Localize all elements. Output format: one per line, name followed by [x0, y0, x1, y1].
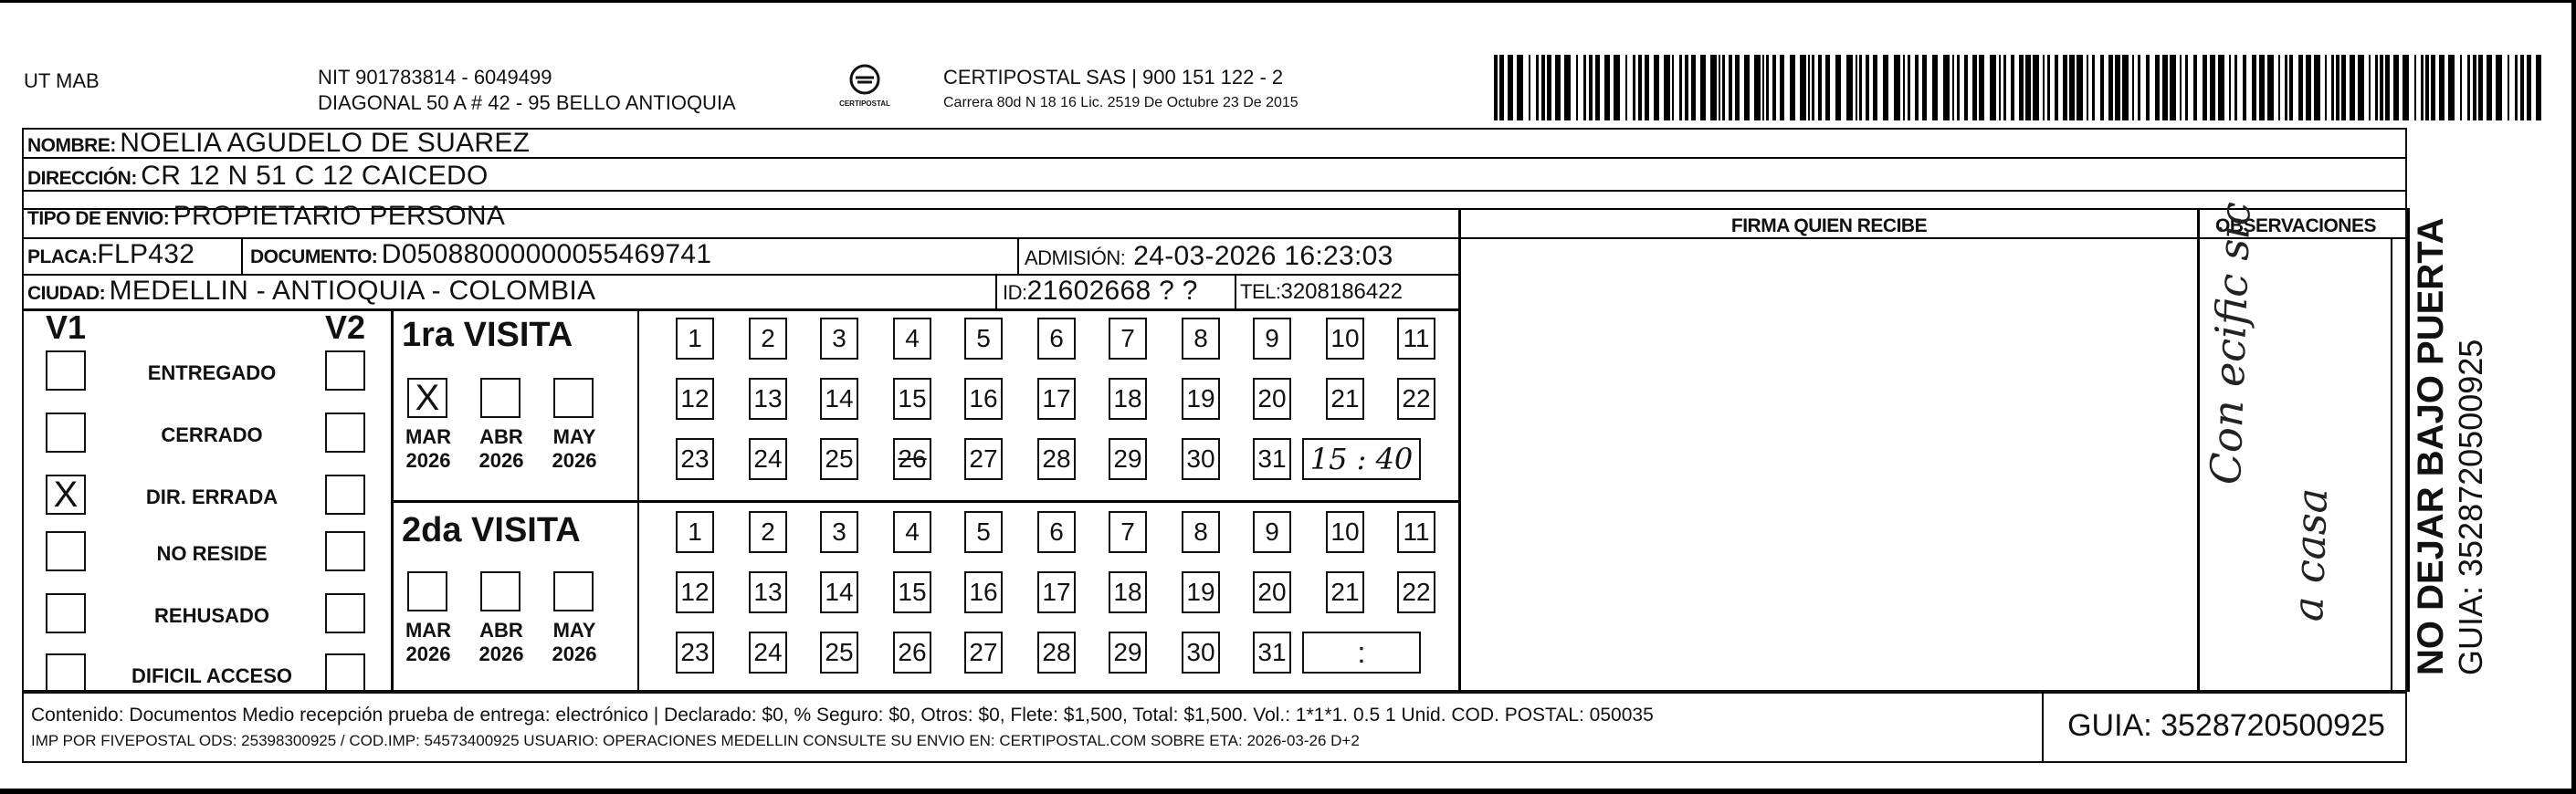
barcode-bar — [2267, 55, 2274, 120]
firma-label: FIRMA QUIEN RECIBE — [1730, 215, 1928, 236]
v1-checkbox[interactable] — [46, 531, 86, 571]
v1-checkbox[interactable] — [46, 413, 86, 453]
barcode-bar — [1790, 55, 1795, 120]
barcode-bar — [2278, 55, 2280, 120]
day-box[interactable]: 7 — [1109, 318, 1147, 360]
barcode-bar — [2431, 55, 2435, 120]
admision-row: ADMISIÓN: 24-03-2026 16:23:03 — [1025, 241, 1393, 271]
first-visit-label: 1ra VISITA — [402, 316, 573, 354]
barcode-bar — [1638, 55, 1642, 120]
direccion-row: DIRECCIÓN: CR 12 N 51 C 12 CAICEDO — [27, 161, 489, 191]
status-label: DIR. ERRADA — [145, 486, 279, 508]
barcode-bar — [2350, 55, 2355, 120]
status-label: DIFICIL ACCESO — [131, 664, 292, 687]
barcode-bar — [2385, 55, 2390, 120]
barcode-bar — [1555, 55, 1561, 120]
barcode-bar — [1818, 55, 1822, 120]
month-label: MAR 2026 — [405, 619, 452, 665]
barcode-bar — [1873, 55, 1877, 120]
barcode-bar — [1856, 55, 1857, 120]
barcode-bar — [1932, 55, 1938, 120]
status-label: ENTREGADO — [147, 361, 277, 384]
month-label: ABR 2026 — [478, 619, 524, 665]
tipo-value: PROPIETARIO PERSONA — [173, 201, 506, 231]
day-box[interactable]: 21 — [1326, 571, 1364, 613]
barcode-bar — [1859, 55, 1862, 120]
visit-divider — [391, 500, 1459, 503]
day-box[interactable]: 12 — [676, 378, 714, 420]
barcode-bar — [2306, 55, 2311, 120]
barcode-bar — [1654, 55, 1659, 120]
barcode-bar — [1679, 55, 1682, 120]
v1-checkbox[interactable] — [46, 653, 86, 694]
barcode-bar — [1762, 55, 1764, 120]
frame-right-inner — [2407, 208, 2410, 692]
barcode-bar — [1754, 55, 1761, 120]
barcode-bar — [1812, 55, 1814, 120]
barcode-bar — [1780, 55, 1784, 120]
barcode-bar — [2162, 55, 2168, 120]
barcode-bar — [1494, 55, 1498, 120]
barcode-bar — [2298, 55, 2303, 120]
day-box[interactable]: 31 — [1253, 632, 1291, 674]
v2-checkbox[interactable] — [325, 413, 365, 453]
barcode-bar — [1825, 55, 1830, 120]
v1-checkbox[interactable] — [46, 593, 86, 633]
footer-guia: GUIA: 3528720500925 — [2067, 708, 2385, 743]
nombre-row: NOMBRE: NOELIA AGUDELO DE SUAREZ — [27, 128, 531, 158]
v2-checkbox[interactable] — [325, 350, 365, 391]
month-label: ABR 2026 — [478, 425, 524, 472]
barcode-bar — [2047, 55, 2050, 120]
day-box[interactable]: 19 — [1182, 378, 1220, 420]
barcode-bar — [2055, 55, 2058, 120]
barcode-bar — [2460, 55, 2462, 120]
barcode-bar — [1722, 55, 1725, 120]
barcode-bar — [1800, 55, 1806, 120]
barcode-bar — [2069, 55, 2075, 120]
v2-checkbox[interactable] — [325, 593, 365, 633]
barcode-bar — [2467, 55, 2470, 120]
day-box[interactable]: 22 — [1397, 571, 1435, 613]
handwritten-note-2: a casa — [2283, 486, 2338, 622]
barcode-bar — [1972, 55, 1977, 120]
barcode-bar — [1943, 55, 1950, 120]
day-box[interactable]: 25 — [820, 438, 858, 480]
barcode — [1494, 55, 2546, 120]
day-box[interactable]: 8 — [1182, 511, 1220, 553]
barcode-bar — [1719, 55, 1720, 120]
barcode-bar — [1964, 55, 1968, 120]
barcode-bar — [1866, 55, 1869, 120]
day-box[interactable]: 30 — [1182, 438, 1220, 480]
documento-row: DOCUMENTO: D05088000000055469741 — [250, 239, 712, 269]
barcode-bar — [2448, 55, 2455, 120]
barcode-bar — [2019, 55, 2024, 120]
barcode-bar — [2203, 55, 2207, 120]
barcode-bar — [1583, 55, 1586, 120]
barcode-bar — [1541, 55, 1545, 120]
day-box[interactable]: 26 — [893, 632, 931, 674]
barcode-bar — [2229, 55, 2231, 120]
placa-row: PLACA:FLP432 — [27, 239, 195, 269]
day-box[interactable]: 5 — [964, 511, 1003, 553]
barcode-bar — [2393, 55, 2399, 120]
tel-value: 3208186422 — [1280, 279, 1403, 304]
status-label: NO RESIDE — [156, 542, 268, 565]
day-box[interactable]: 12 — [676, 571, 714, 613]
month-label: MAY 2026 — [552, 619, 597, 665]
v1-checkbox[interactable]: X — [46, 475, 86, 515]
barcode-bar — [2496, 55, 2502, 120]
id-value: 21602668 ? ? — [1026, 276, 1198, 306]
barcode-bar — [2218, 55, 2224, 120]
barcode-bar — [1664, 55, 1670, 120]
company-name: CERTIPOSTAL SAS | 900 151 122 - 2 — [943, 66, 1284, 89]
day-box[interactable]: 21 — [1326, 378, 1364, 420]
day-box[interactable]: 3 — [820, 511, 858, 553]
barcode-bar — [2473, 55, 2476, 120]
day-box[interactable]: 23 — [676, 438, 714, 480]
day-box[interactable]: 26 — [893, 438, 931, 480]
day-box[interactable]: 5 — [964, 318, 1003, 360]
barcode-bar — [2234, 55, 2237, 120]
obs-label: OBSERVACIONES — [2215, 215, 2376, 236]
day-box[interactable]: 25 — [820, 632, 858, 674]
obs-divider — [2197, 208, 2200, 692]
barcode-bar — [2087, 55, 2088, 120]
day-box[interactable]: 6 — [1037, 511, 1076, 553]
day-box[interactable]: 19 — [1182, 571, 1220, 613]
divider — [1017, 237, 1019, 274]
barcode-bar — [2122, 55, 2129, 120]
day-box[interactable]: 1 — [676, 318, 714, 360]
barcode-bar — [2289, 55, 2293, 120]
barcode-bar — [1710, 55, 1717, 120]
barcode-bar — [1564, 55, 1571, 120]
barcode-bar — [1979, 55, 1984, 120]
second-visit-label: 2da VISITA — [402, 511, 581, 549]
barcode-bar — [2146, 55, 2150, 120]
barcode-bar — [2092, 55, 2095, 120]
side-title: NO DEJAR BAJO PUERTA — [2411, 217, 2451, 675]
id-row: ID:21602668 ? ? — [1003, 276, 1198, 306]
nombre-value: NOELIA AGUDELO DE SUAREZ — [120, 128, 531, 158]
barcode-bar — [2369, 55, 2371, 120]
day-box[interactable]: 4 — [893, 511, 931, 553]
rule — [22, 308, 1459, 311]
obs-right — [2391, 237, 2392, 692]
barcode-bar — [2341, 55, 2346, 120]
barcode-bar — [1625, 55, 1627, 120]
day-box[interactable]: 16 — [964, 378, 1003, 420]
barcode-bar — [1735, 55, 1740, 120]
status-label: REHUSADO — [154, 604, 269, 627]
day-box[interactable]: 18 — [1109, 378, 1147, 420]
barcode-bar — [1547, 55, 1551, 120]
month-checkbox[interactable] — [480, 571, 520, 611]
day-box[interactable]: 4 — [893, 318, 931, 360]
v1-checkbox[interactable] — [46, 350, 86, 391]
day-box[interactable]: 9 — [1253, 318, 1291, 360]
barcode-bar — [1499, 55, 1504, 120]
barcode-bar — [1903, 55, 1905, 120]
barcode-bar — [1729, 55, 1732, 120]
barcode-bar — [1772, 55, 1776, 120]
barcode-bar — [1633, 55, 1635, 120]
day-box[interactable]: 27 — [964, 632, 1003, 674]
barcode-bar — [2508, 55, 2509, 120]
barcode-bar — [1595, 55, 1600, 120]
barcode-bar — [1536, 55, 1539, 120]
day-box[interactable]: 31 — [1253, 438, 1291, 480]
barcode-bar — [2025, 55, 2031, 120]
footer-divider — [2042, 692, 2044, 763]
barcode-bar — [1922, 55, 1927, 120]
barcode-bar — [2536, 55, 2541, 120]
barcode-bar — [1576, 55, 1578, 120]
month-label: MAY 2026 — [552, 425, 597, 472]
barcode-bar — [1808, 55, 1810, 120]
day-box[interactable]: 22 — [1397, 378, 1435, 420]
barcode-bar — [1846, 55, 1853, 120]
day-box[interactable]: 13 — [749, 571, 787, 613]
barcode-bar — [1691, 55, 1696, 120]
barcode-bar — [2003, 55, 2006, 120]
divider — [637, 308, 639, 692]
barcode-bar — [2375, 55, 2378, 120]
divider — [995, 274, 997, 308]
month-checkbox[interactable] — [553, 378, 594, 418]
ciudad-row: CIUDAD: MEDELLIN - ANTIOQUIA - COLOMBIA — [27, 276, 596, 306]
barcode-bar — [2527, 55, 2531, 120]
footer-imp: IMP POR FIVEPOSTAL ODS: 25398300925 / COD.IMP: 54573400925 USUARIO: OPERACIONES MEDELLIN CONSULTE SU ENVIO EN: CERTIPOSTAL.COM SOBRE ETA: 2026-03-26 D+2 — [31, 732, 1360, 749]
time-box[interactable]: 15 : 40 — [1302, 438, 1421, 480]
day-box[interactable]: 10 — [1326, 318, 1364, 360]
day-box[interactable]: 17 — [1037, 378, 1076, 420]
barcode-bar — [2210, 55, 2215, 120]
admision-value: 24-03-2026 16:23:03 — [1133, 241, 1393, 271]
barcode-bar — [1685, 55, 1688, 120]
barcode-bar — [1835, 55, 1841, 120]
barcode-bar — [1744, 55, 1750, 120]
barcode-bar — [2138, 55, 2140, 120]
ciudad-value: MEDELLIN - ANTIOQUIA - COLOMBIA — [109, 276, 596, 306]
day-box[interactable]: 17 — [1037, 571, 1076, 613]
side-guia: GUIA: 3528720500925 — [2452, 339, 2489, 675]
top-edge — [0, 0, 2576, 3]
barcode-bar — [1700, 55, 1706, 120]
barcode-bar — [2243, 55, 2246, 120]
barcode-bar — [1614, 55, 1620, 120]
barcode-bar — [1766, 55, 1769, 120]
barcode-bar — [2170, 55, 2176, 120]
day-box[interactable]: 11 — [1397, 511, 1435, 553]
month-checkbox[interactable] — [480, 378, 520, 418]
barcode-bar — [2132, 55, 2134, 120]
barcode-bar — [1517, 55, 1523, 120]
day-box[interactable]: 15 — [893, 378, 931, 420]
barcode-bar — [1957, 55, 1960, 120]
day-box[interactable]: 7 — [1109, 511, 1147, 553]
day-box[interactable]: 24 — [749, 632, 787, 674]
barcode-bar — [1952, 55, 1954, 120]
placa-value: FLP432 — [97, 239, 195, 269]
day-box[interactable]: 20 — [1253, 378, 1291, 420]
day-box[interactable]: 14 — [820, 571, 858, 613]
day-box[interactable]: 6 — [1037, 318, 1076, 360]
v1-label: V1 — [46, 308, 87, 346]
sender-address: DIAGONAL 50 A # 42 - 95 BELLO ANTIOQUIA — [318, 91, 736, 114]
barcode-bar — [1883, 55, 1888, 120]
day-box[interactable]: 3 — [820, 318, 858, 360]
v2-checkbox[interactable] — [325, 653, 365, 694]
day-box[interactable]: 8 — [1182, 318, 1220, 360]
right-edge — [2571, 0, 2576, 794]
v2-label: V2 — [325, 308, 366, 346]
barcode-bar — [2108, 55, 2113, 120]
barcode-bar — [1672, 55, 1674, 120]
month-checkbox[interactable] — [407, 571, 447, 611]
barcode-bar — [2185, 55, 2188, 120]
time-box[interactable]: : — [1302, 632, 1421, 674]
barcode-bar — [2180, 55, 2182, 120]
day-box[interactable]: 24 — [749, 438, 787, 480]
footer-contenido: Contenido: Documentos Medio recepción prueba de entrega: electrónico | Declarado: $0, % Seguro: $0, Otros: $0, Flete: $1,500, Total: $1,500. Vol.: 1*1*1. 0.5 1 Unid. COD. POSTAL: 050035 — [31, 705, 1654, 726]
handwritten-note-1: Con ecific sic — [2201, 201, 2260, 486]
barcode-bar — [2380, 55, 2383, 120]
barcode-bar — [2439, 55, 2445, 120]
day-box[interactable]: 2 — [749, 511, 787, 553]
barcode-bar — [1529, 55, 1530, 120]
month-checkbox[interactable]: X — [407, 378, 447, 418]
barcode-bar — [2487, 55, 2492, 120]
barcode-bar — [1999, 55, 2001, 120]
month-label: MAR 2026 — [405, 425, 452, 472]
tel-row: TEL:3208186422 — [1240, 279, 1403, 304]
barcode-bar — [2155, 55, 2160, 120]
barcode-bar — [2043, 55, 2045, 120]
day-box[interactable]: 1 — [676, 511, 714, 553]
documento-value: D05088000000055469741 — [381, 239, 712, 269]
day-box[interactable]: 2 — [749, 318, 787, 360]
day-box[interactable]: 27 — [964, 438, 1003, 480]
barcode-bar — [2331, 55, 2334, 120]
barcode-bar — [1508, 55, 1513, 120]
tipo-row: TIPO DE ENVIO: PROPIETARIO PERSONA — [27, 201, 506, 231]
footer-frame — [22, 692, 2407, 763]
barcode-bar — [2520, 55, 2524, 120]
firma-divider — [1458, 208, 1461, 692]
barcode-bar — [2100, 55, 2104, 120]
certipostal-logo: CERTIPOSTAL — [833, 64, 897, 108]
divider — [1235, 274, 1236, 308]
day-box[interactable]: 23 — [676, 632, 714, 674]
barcode-bar — [2077, 55, 2083, 120]
day-box[interactable]: 16 — [964, 571, 1003, 613]
barcode-bar — [1990, 55, 1996, 120]
barcode-bar — [1645, 55, 1649, 120]
barcode-bar — [2193, 55, 2197, 120]
day-box[interactable]: 13 — [749, 378, 787, 420]
v2-checkbox[interactable] — [325, 475, 365, 515]
barcode-bar — [2325, 55, 2327, 120]
barcode-bar — [1604, 55, 1610, 120]
day-box[interactable]: 28 — [1037, 632, 1076, 674]
day-box[interactable]: 20 — [1253, 571, 1291, 613]
ut-code: UT MAB — [24, 69, 100, 92]
barcode-bar — [2252, 55, 2256, 120]
direccion-value: CR 12 N 51 C 12 CAICEDO — [141, 161, 489, 191]
barcode-bar — [1915, 55, 1919, 120]
nit: NIT 901783814 - 6049499 — [318, 66, 552, 89]
divider — [241, 237, 243, 274]
barcode-bar — [1589, 55, 1593, 120]
status-label: CERRADO — [161, 423, 263, 446]
barcode-bar — [2358, 55, 2364, 120]
day-box[interactable]: 28 — [1037, 438, 1076, 480]
side-notice — [2411, 164, 2490, 675]
day-box[interactable]: 14 — [820, 378, 858, 420]
barcode-bar — [2414, 55, 2416, 120]
barcode-bar — [2285, 55, 2287, 120]
barcode-bar — [2063, 55, 2067, 120]
day-box[interactable]: 18 — [1109, 571, 1147, 613]
bottom-edge — [0, 789, 2576, 794]
day-box[interactable]: 10 — [1326, 511, 1364, 553]
day-box[interactable]: 15 — [893, 571, 931, 613]
month-checkbox[interactable] — [553, 571, 594, 611]
barcode-bar — [2425, 55, 2429, 120]
day-box[interactable]: 29 — [1109, 632, 1147, 674]
barcode-bar — [2259, 55, 2265, 120]
v2-checkbox[interactable] — [325, 531, 365, 571]
day-box[interactable]: 30 — [1182, 632, 1220, 674]
barcode-bar — [2403, 55, 2409, 120]
day-box[interactable]: 29 — [1109, 438, 1147, 480]
barcode-bar — [2515, 55, 2518, 120]
day-box[interactable]: 9 — [1253, 511, 1291, 553]
barcode-bar — [2336, 55, 2339, 120]
barcode-bar — [2011, 55, 2014, 120]
company-license: Carrera 80d N 18 16 Lic. 2519 De Octubre 23 De 2015 — [943, 95, 1299, 110]
barcode-bar — [1908, 55, 1910, 120]
barcode-bar — [2115, 55, 2120, 120]
barcode-bar — [2478, 55, 2483, 120]
barcode-bar — [2314, 55, 2320, 120]
barcode-bar — [2033, 55, 2039, 120]
day-box[interactable]: 11 — [1397, 318, 1435, 360]
barcode-bar — [1894, 55, 1900, 120]
barcode-bar — [2421, 55, 2424, 120]
